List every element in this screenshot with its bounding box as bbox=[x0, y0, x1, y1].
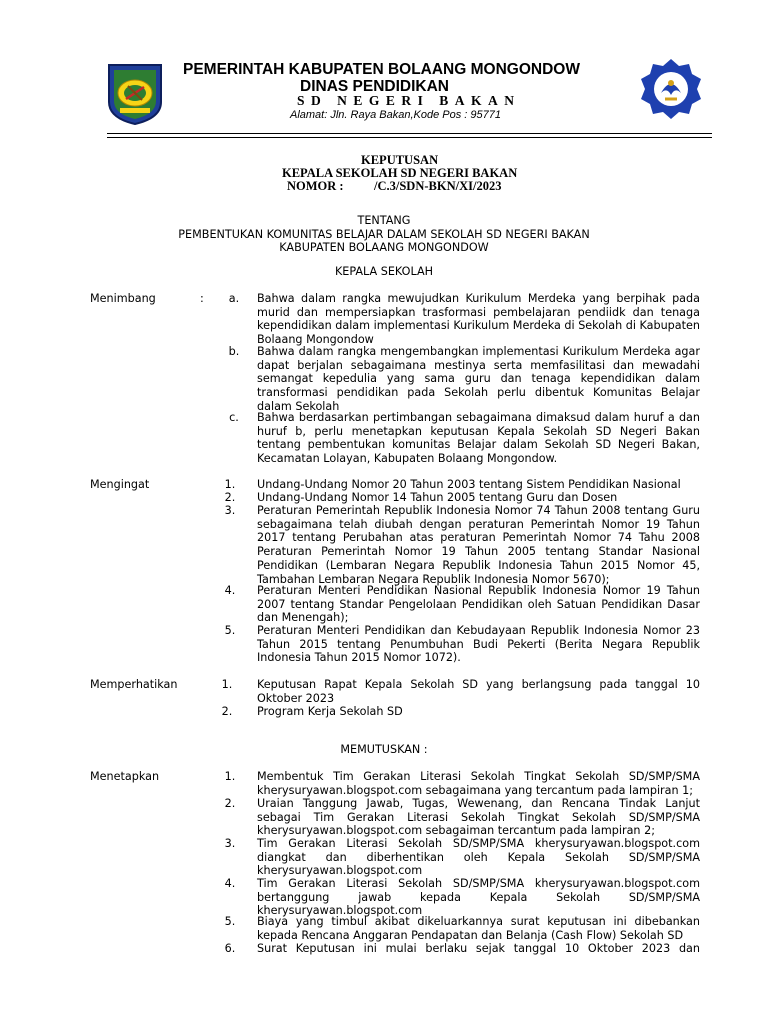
official-title: KEPALA SEKOLAH bbox=[334, 265, 434, 278]
list-item: Biaya yang timbul akibat dikeluarkannya surat keputusan ini dibebankan kepada Rencana Anggaran Pendapatan dan Belanja (Cash Flow) Sekolah SD bbox=[257, 915, 700, 942]
kabupaten-emblem-icon bbox=[106, 62, 164, 126]
decree-number-label: NOMOR : bbox=[287, 179, 344, 193]
list-item: Tim Gerakan Literasi Sekolah SD/SMP/SMA kherysuryawan.blogspot.com diangkat dan diberhentikan oleh Kepala Sekolah SD/SMP/SMA kherysuryawan.blogspot.com bbox=[257, 837, 700, 878]
list-marker: c. bbox=[229, 411, 239, 424]
list-marker: b. bbox=[228, 345, 240, 358]
list-item: Undang-Undang Nomor 14 Tahun 2005 tentang Guru dan Dosen bbox=[257, 491, 618, 504]
list-item: Peraturan Pemerintah Republik Indonesia Nomor 74 Tahun 2008 tentang Guru sebagaimana telah diubah dengan peraturan Pemerintah Nomor 19 Tahun 2017 tentang Perubahan atas peraturan Pemerintah Nomor 74 Tahu 2008 Peraturan Pemerintah Nomor 19 Tahun 2005 tentang Standar Nasional Pendidikan (Lembaran Negara Republik Indonesia Tahun 2015 Nomor 45, Tambahan Lembaran Negara Republik Indonesia Nomor 5670); bbox=[257, 504, 700, 586]
list-marker: 3. bbox=[224, 837, 236, 850]
list-marker: 2. bbox=[221, 705, 233, 718]
letterhead-address: Alamat: Jln. Raya Bakan,Kode Pos : 95771 bbox=[290, 109, 501, 121]
list-marker: a. bbox=[228, 292, 240, 305]
list-marker: 6. bbox=[224, 942, 236, 955]
list-marker: 4. bbox=[224, 584, 236, 597]
section-label-memperhatikan: Memperhatikan bbox=[90, 678, 178, 691]
letterhead-school: SD NEGERI BAKAN bbox=[297, 93, 521, 108]
section-colon: : bbox=[200, 292, 204, 305]
letterhead-government: PEMERINTAH KABUPATEN BOLAANG MONGONDOW bbox=[183, 61, 580, 78]
letterhead-rule-thick bbox=[107, 133, 712, 134]
list-item: Bahwa berdasarkan pertimbangan sebagaimana dimaksud dalam huruf a dan huruf b, perlu menetapkan keputusan Kepala Sekolah SD Negeri Bakan tentang pembentukan komunitas Belajar dalam Sekolah SD Negeri Bakan, Kecamatan Lolayan, Kabupaten Bolaang Mongondow. bbox=[257, 411, 700, 466]
list-marker: 1. bbox=[224, 770, 236, 783]
list-item: Undang-Undang Nomor 20 Tahun 2003 tentang Sistem Pendidikan Nasional bbox=[257, 478, 681, 491]
list-item: Bahwa dalam rangka mengembangkan implementasi Kurikulum Merdeka agar dapat berjalan sebagaimana mestinya serta memfasilitasi dan mewadahi semangat kepedulia yang sama guru dan tenaga kependidikan dalam transformasi pendidikan pada Sekolah perlu dibentuk Komunitas Belajar dalam Sekolah bbox=[257, 345, 700, 413]
list-marker: 2. bbox=[224, 797, 236, 810]
list-marker: 5. bbox=[224, 624, 236, 637]
letterhead-rule-thin bbox=[107, 137, 712, 138]
section-label-mengingat: Mengingat bbox=[90, 478, 150, 491]
decree-subject-region: KABUPATEN BOLAANG MONGONDOW bbox=[279, 241, 489, 254]
memutuskan-heading: MEMUTUSKAN : bbox=[340, 743, 428, 756]
list-item: Membentuk Tim Gerakan Literasi Sekolah Tingkat Sekolah SD/SMP/SMA kherysuryawan.blogspot.com sebagaimana yang tercantum pada lampiran 1; bbox=[257, 770, 700, 797]
list-item: Surat Keputusan ini mulai berlaku sejak tanggal 10 Oktober 2023 dan bbox=[257, 942, 700, 955]
list-item: Uraian Tanggung Jawab, Tugas, Wewenang, dan Rencana Tindak Lanjut sebagai Tim Gerakan Literasi Sekolah Tingkat Sekolah SD/SMP/SMA kherysuryawan.blogspot.com sebagaiman tercantum pada lampiran 2; bbox=[257, 797, 700, 838]
list-marker: 1. bbox=[221, 678, 233, 691]
decree-number-value: /C.3/SDN-BKN/XI/2023 bbox=[374, 179, 502, 193]
section-label-menetapkan: Menetapkan bbox=[90, 770, 160, 783]
letterhead-office: DINAS PENDIDIKAN bbox=[300, 78, 449, 95]
tentang-heading: TENTANG bbox=[357, 214, 411, 227]
decree-subject: PEMBENTUKAN KOMUNITAS BELAJAR DALAM SEKOLAH SD NEGERI BAKAN bbox=[178, 228, 590, 241]
list-item: Program Kerja Sekolah SD bbox=[257, 705, 403, 718]
list-item: Tim Gerakan Literasi Sekolah SD/SMP/SMA kherysuryawan.blogspot.com bertanggung jawab kepada Kepala Sekolah SD/SMP/SMA kherysuryawan.blogspot.com bbox=[257, 877, 700, 918]
list-marker: 2. bbox=[224, 491, 236, 504]
list-marker: 3. bbox=[224, 504, 236, 517]
list-item: Peraturan Menteri Pendidikan dan Kebudayaan Republik Indonesia Nomor 23 Tahun 2015 tentang Penumbuhan Budi Pekerti (Berita Negara Republik Indonesia Tahun 2015 Nomor 1072). bbox=[257, 624, 700, 665]
list-item: Bahwa dalam rangka mewujudkan Kurikulum Merdeka yang berpihak pada murid dan mempersiapkan trasformasi pembelajaran pendiidk dan tenaga kependidikan dalam implementasi Kurikulum Merdeka di Sekolah di Kabupaten Bolaang Mongondow bbox=[257, 292, 700, 347]
list-item: Keputusan Rapat Kepala Sekolah SD yang berlangsung pada tanggal 10 Oktober 2023 bbox=[257, 678, 700, 705]
section-label-menimbang: Menimbang bbox=[90, 292, 156, 305]
decree-issuer: KEPALA SEKOLAH SD NEGERI BAKAN bbox=[282, 166, 518, 180]
list-marker: 4. bbox=[224, 877, 236, 890]
decree-heading: KEPUTUSAN bbox=[361, 153, 439, 167]
tut-wuri-handayani-icon bbox=[639, 57, 703, 121]
list-item: Peraturan Menteri Pendidikan Nasional Republik Indonesia Nomor 19 Tahun 2007 tentang Standar Pengelolaan Pendidikan oleh Satuan Pendidikan Dasar dan Menengah); bbox=[257, 584, 700, 625]
list-marker: 1. bbox=[224, 478, 236, 491]
list-marker: 5. bbox=[224, 915, 236, 928]
